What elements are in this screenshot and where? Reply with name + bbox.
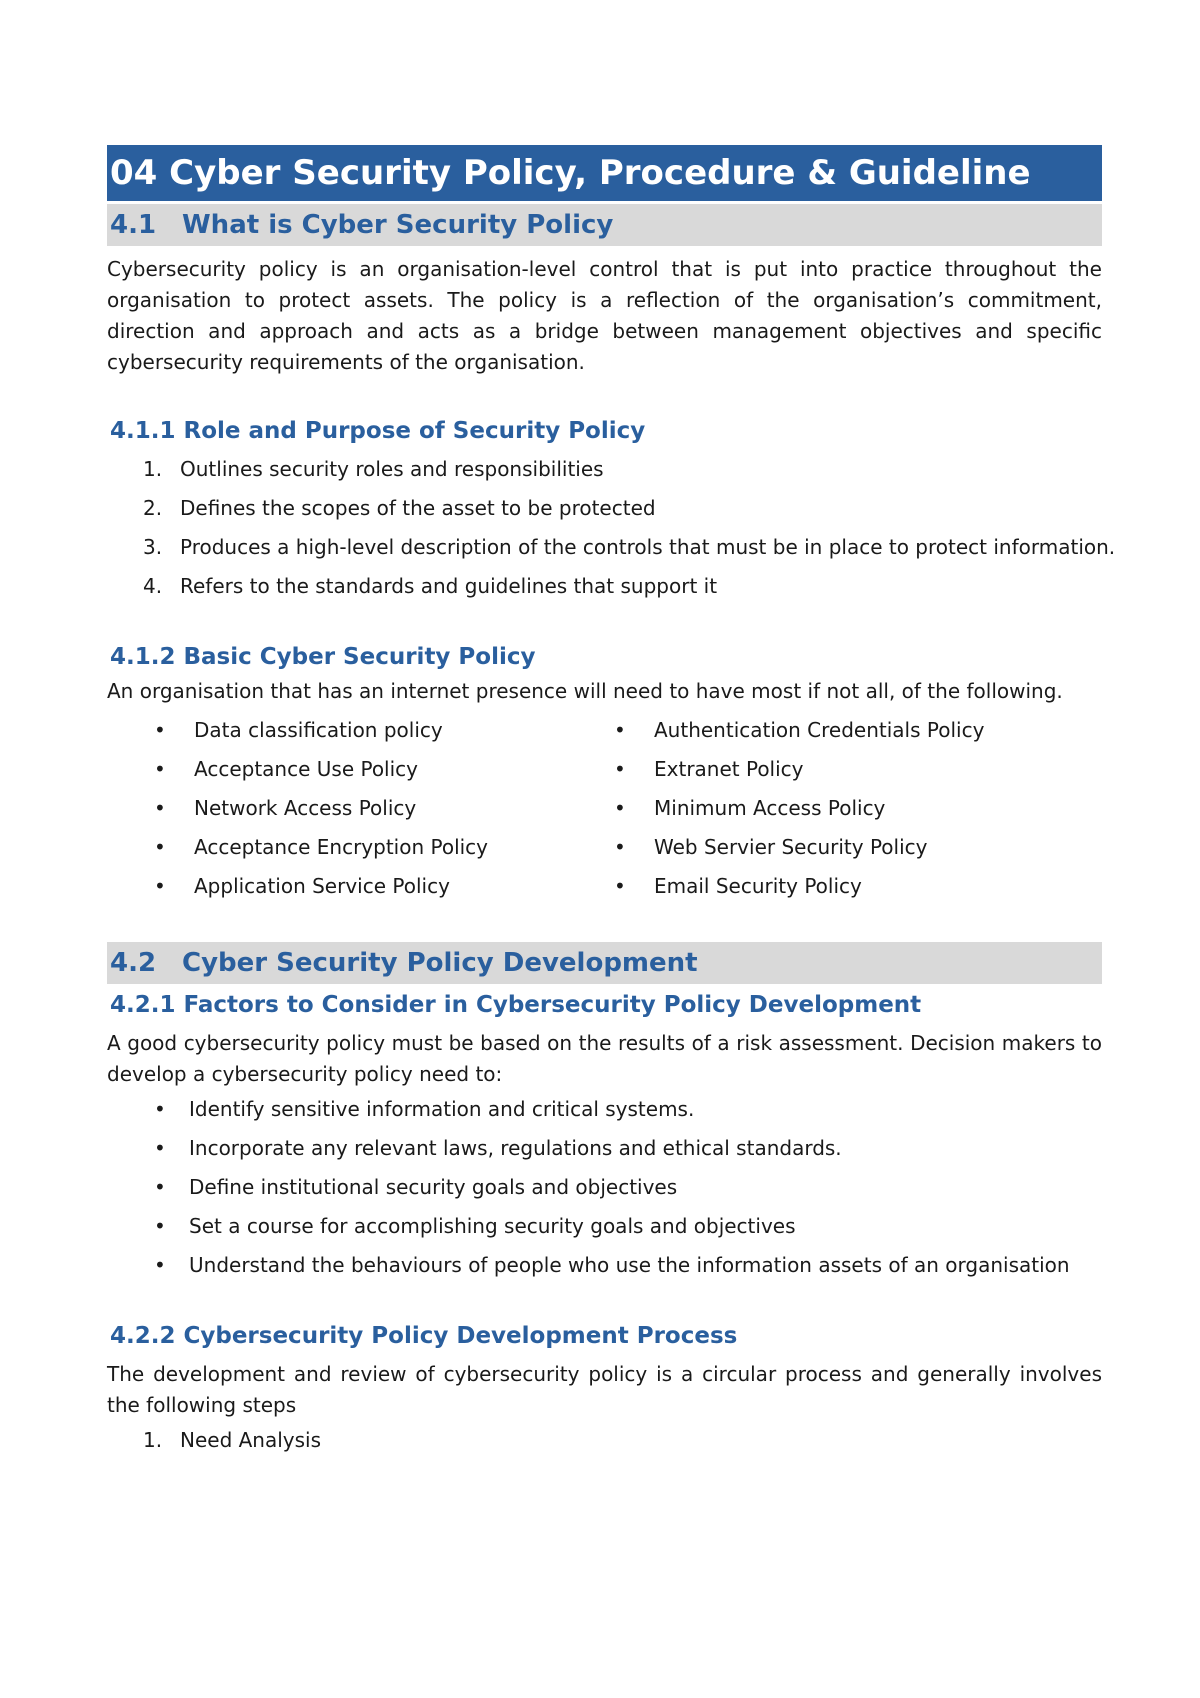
list-item: • Extranet Policy (567, 750, 1027, 789)
bullet: • (154, 757, 166, 781)
section-title: What is Cyber Security Policy (182, 210, 614, 240)
list-number: 4. (143, 574, 163, 598)
bullet: • (154, 1214, 166, 1238)
bullet: • (154, 835, 166, 859)
list-number: 3. (143, 535, 163, 559)
bullet: • (614, 874, 626, 898)
list-item: • Understand the behaviours of people who use the information assets of an organisation (107, 1246, 1102, 1285)
bullet: • (154, 1097, 166, 1121)
list-number: 2. (143, 496, 163, 520)
section-number: 4.1 (110, 210, 157, 240)
subsection-heading-4-1-1: 4.1.1 Role and Purpose of Security Policy (110, 418, 646, 444)
bullet: • (614, 718, 626, 742)
factors-list (107, 1090, 1102, 1285)
subsection-heading-4-2-1: 4.2.1 Factors to Consider in Cybersecurity Policy Development (110, 992, 922, 1018)
bullet: • (154, 1175, 166, 1199)
section-heading-4-2 (107, 942, 1102, 984)
list-item: 1. Need Analysis (107, 1421, 1102, 1460)
section-4-1-paragraph: Cybersecurity policy is an organisation-level control that is put into practice throughout the organisation to protect assets. The policy is a reflection of the organisation’s commitment, direction and approach and acts as a bridge between management objectives and specific cybersecurity requirements of the organisation. (107, 257, 1102, 374)
section-number: 4.2 (110, 948, 157, 978)
factors-intro: A good cybersecurity policy must be based on the results of a risk assessment. Decision makers to develop a cybersecurity policy need to: (107, 1031, 1102, 1086)
bullet: • (154, 1253, 166, 1277)
list-item: 2. Defines the scopes of the asset to be protected (107, 489, 1102, 528)
list-item: 4. Refers to the standards and guidelines that support it (107, 567, 1102, 606)
list-item: • Acceptance Use Policy (107, 750, 567, 789)
bullet: • (154, 874, 166, 898)
document-page (107, 145, 1116, 1460)
list-item: 1. Outlines security roles and responsibilities (107, 450, 1102, 489)
list-number: 1. (143, 1428, 163, 1452)
bullet: • (614, 757, 626, 781)
list-item: • Data classification policy (107, 711, 567, 750)
list-item: • Define institutional security goals and objectives (107, 1168, 1102, 1207)
bullet: • (154, 796, 166, 820)
list-item: 3. Produces a high-level description of the controls that must be in place to protect information. (107, 528, 1102, 567)
list-item: • Incorporate any relevant laws, regulations and ethical standards. (107, 1129, 1102, 1168)
section-heading-4-1 (107, 204, 1102, 246)
bullet: • (154, 718, 166, 742)
process-steps-list (107, 1421, 1102, 1460)
list-item: • Email Security Policy (567, 867, 1027, 906)
list-item: • Acceptance Encryption Policy (107, 828, 567, 867)
list-item: • Set a course for accomplishing security goals and objectives (107, 1207, 1102, 1246)
list-item: • Minimum Access Policy (567, 789, 1027, 828)
bullet: • (614, 796, 626, 820)
list-item: • Web Servier Security Policy (567, 828, 1027, 867)
role-purpose-list (107, 450, 1116, 606)
section-title: Cyber Security Policy Development (182, 948, 698, 978)
process-intro: The development and review of cybersecurity policy is a circular process and generally involves the following steps (107, 1362, 1102, 1417)
chapter-title: 04 Cyber Security Policy, Procedure & Guideline (107, 145, 1102, 201)
bullet: • (614, 835, 626, 859)
list-item: • Network Access Policy (107, 789, 567, 828)
list-item: • Identify sensitive information and critical systems. (107, 1090, 1102, 1129)
policy-columns (107, 711, 1102, 906)
list-item: • Application Service Policy (107, 867, 567, 906)
policy-column-left (107, 711, 567, 906)
policy-column-right (567, 711, 1027, 906)
list-item: • Authentication Credentials Policy (567, 711, 1027, 750)
list-number: 1. (143, 457, 163, 481)
basic-policy-intro: An organisation that has an internet presence will need to have most if not all, of the following. (107, 679, 1063, 703)
subsection-heading-4-2-2: 4.2.2 Cybersecurity Policy Development Process (110, 1323, 738, 1349)
subsection-heading-4-1-2: 4.1.2 Basic Cyber Security Policy (110, 644, 536, 670)
bullet: • (154, 1136, 166, 1160)
